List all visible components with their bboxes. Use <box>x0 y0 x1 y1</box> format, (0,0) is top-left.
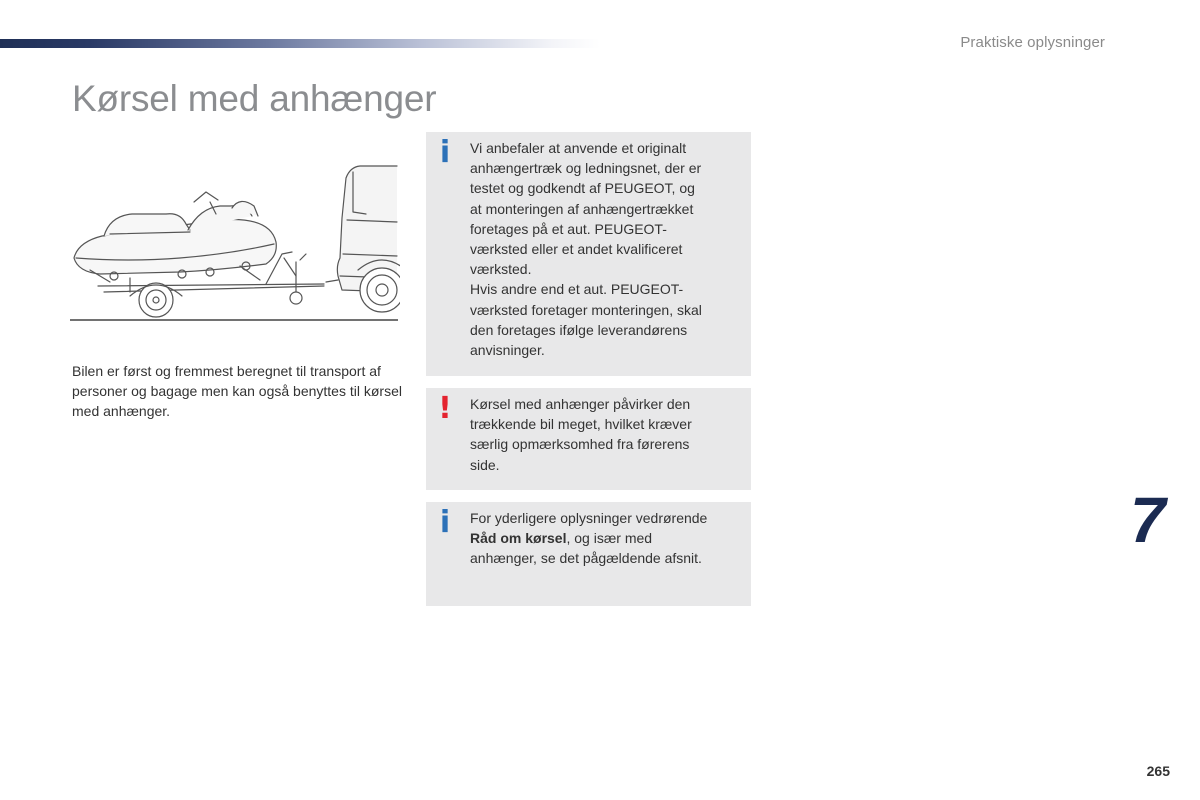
note-line: side. <box>470 456 500 473</box>
info-icon: i <box>439 505 451 540</box>
info-icon: i <box>439 135 451 170</box>
cross-reference-link[interactable]: Råd om kørsel <box>470 530 567 547</box>
warning-icon: ! <box>438 391 452 426</box>
note-text: , og især med <box>566 530 653 547</box>
section-label: Praktiske oplysninger <box>960 34 1105 51</box>
header-gradient-bar <box>0 39 600 48</box>
chapter-number: 7 <box>1130 484 1166 556</box>
note-line: For yderligere oplysninger vedrørende <box>470 510 708 526</box>
page-title: Kørsel med anhænger <box>72 78 437 119</box>
info-note-driving-advice <box>426 502 751 606</box>
note-line: Hvis andre end et aut. PEUGEOT- <box>470 281 684 298</box>
note-line: anhængertræk og ledningsnet, der er <box>470 160 702 177</box>
note-line: anhænger, se det pågældende afsnit. <box>470 550 702 567</box>
note-line: trækkende bil meget, hvilket kræver <box>470 416 692 433</box>
note-line: værksted foretager monteringen, skal <box>470 301 702 318</box>
jetski-trailer-illustration <box>70 158 400 324</box>
note-line: værksted. <box>470 261 532 278</box>
note-line: anvisninger. <box>470 342 545 359</box>
note-line: testet og godkendt af PEUGEOT, og <box>470 180 695 197</box>
note-line <box>470 528 737 548</box>
note-line: særlig opmærksomhed fra førerens <box>470 436 690 453</box>
note-line: foretages på et aut. PEUGEOT- <box>470 220 667 237</box>
note-line: at monteringen af anhængertrækket <box>470 200 694 217</box>
note-line: den foretages ifølge leverandørens <box>470 321 688 338</box>
warning-note-driving <box>426 388 751 490</box>
intro-paragraph: Bilen er først og fremmest beregnet til transport af personer og bagage men kan også benyttes til kørsel med anhænger. <box>72 363 402 419</box>
note-line: Kørsel med anhænger påvirker den <box>470 396 691 412</box>
note-line: Vi anbefaler at anvende et originalt <box>470 140 687 156</box>
info-note-towbar <box>426 132 751 376</box>
page-number: 265 <box>1146 763 1170 779</box>
note-line: værksted eller et andet kvalificeret <box>470 241 683 258</box>
